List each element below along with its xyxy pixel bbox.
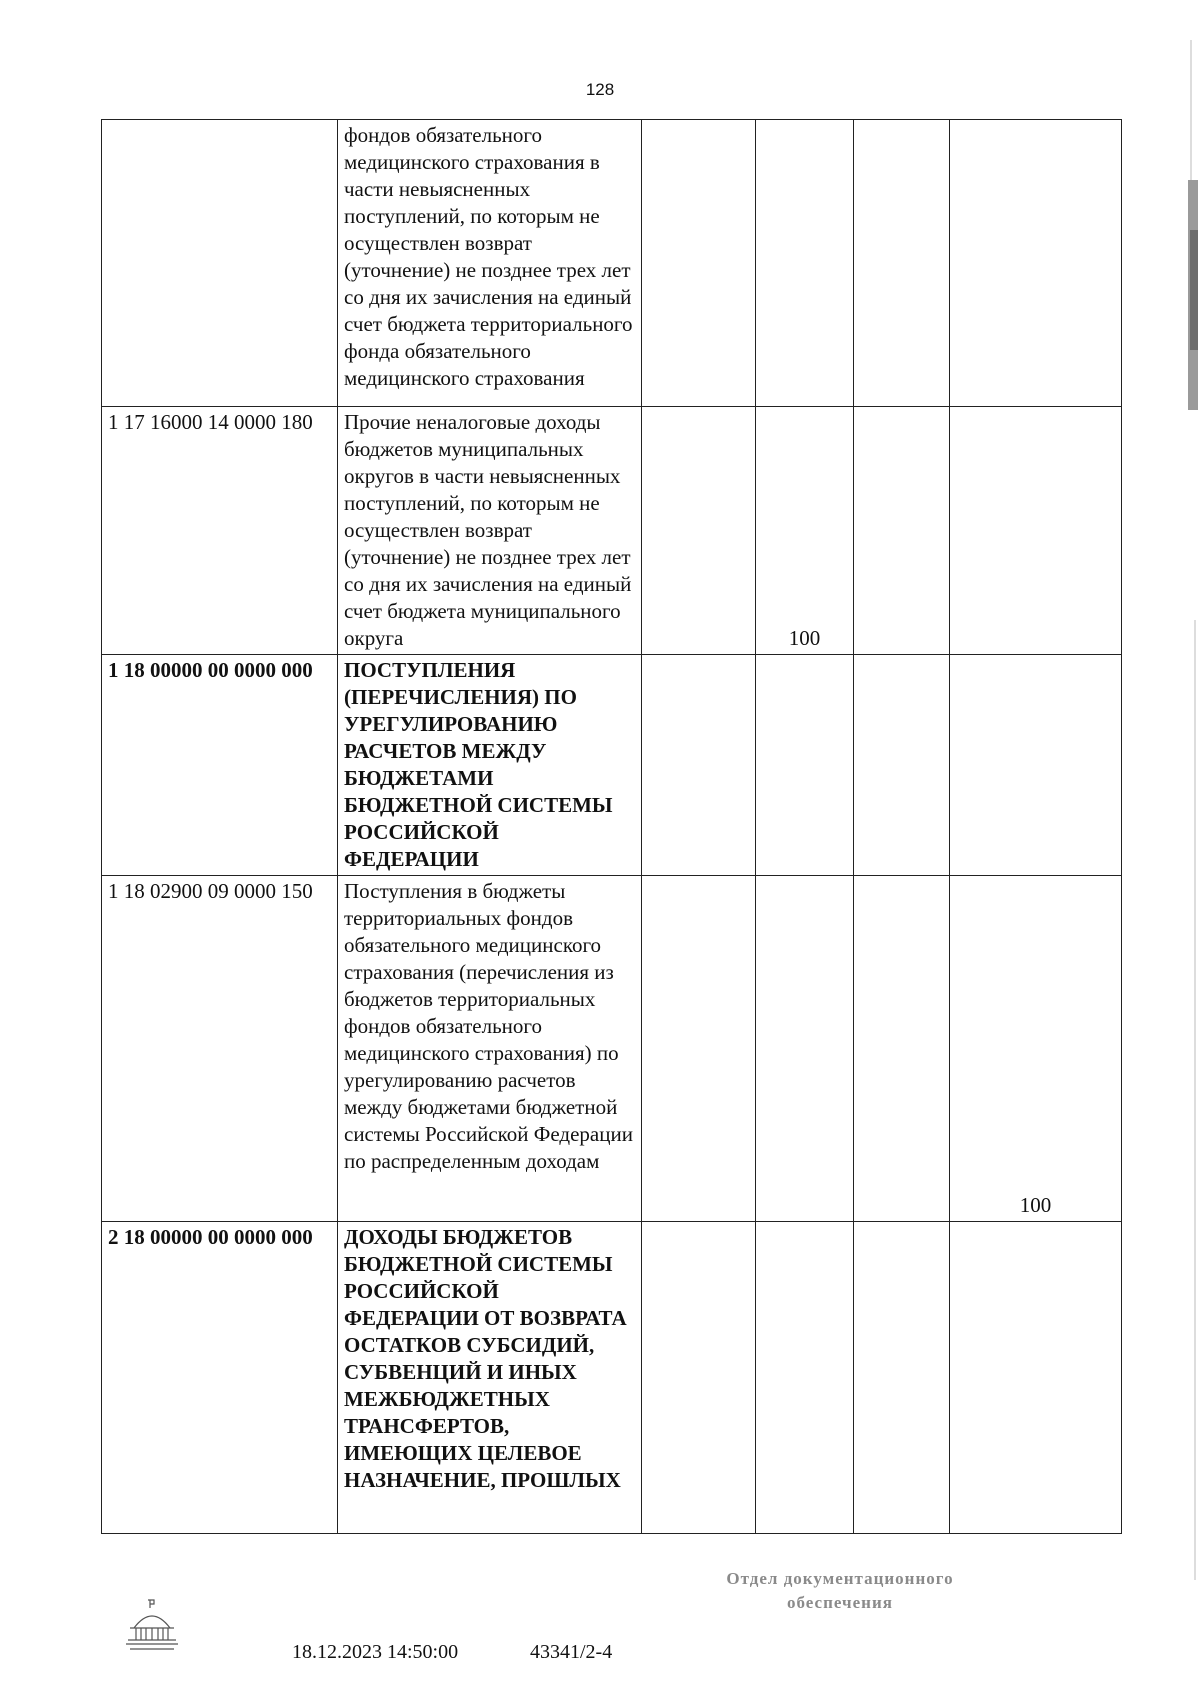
budget-revenue-table bbox=[101, 119, 1122, 1534]
table-row bbox=[102, 876, 1122, 1222]
duma-building-icon bbox=[122, 1594, 182, 1654]
name-cell: фондов обязательного медицинского страхования в части невыясненных поступлений, по которым не осуществлен возврат (уточнение) не позднее трех лет со дня их зачисления на единый счет бюджета территориального фонда обязательного медицинского страхования bbox=[338, 120, 642, 407]
code-cell bbox=[102, 120, 338, 407]
stamp-line-1: Отдел документационного bbox=[726, 1569, 954, 1588]
name-cell: ДОХОДЫ БЮДЖЕТОВ БЮДЖЕТНОЙ СИСТЕМЫ РОССИЙСКОЙ ФЕДЕРАЦИИ ОТ ВОЗВРАТА ОСТАТКОВ СУБСИДИЙ, СУБВЕНЦИЙ И ИНЫХ МЕЖБЮДЖЕТНЫХ ТРАНСФЕРТОВ, ИМЕЮЩИХ ЦЕЛЕВОЕ НАЗНАЧЕНИЕ, ПРОШЛЫХ bbox=[338, 1222, 642, 1534]
value-cell bbox=[854, 876, 950, 1222]
value-cell bbox=[854, 407, 950, 655]
page-number: 128 bbox=[585, 80, 615, 99]
value-cell bbox=[756, 1222, 854, 1534]
footer-datetime: 18.12.2023 14:50:00 bbox=[292, 1641, 459, 1663]
table-row bbox=[102, 407, 1122, 655]
name-cell: Прочие неналоговые доходы бюджетов муниципальных округов в части невыясненных поступлений, по которым не осуществлен возврат (уточнение) не позднее трех лет со дня их зачисления на единый счет бюджета муниципального округа bbox=[338, 407, 642, 655]
code-cell: 2 18 00000 00 0000 000 bbox=[102, 1222, 338, 1534]
stamp-line-2: обеспечения bbox=[787, 1593, 893, 1612]
table-row bbox=[102, 120, 1122, 407]
footer-doc-number: 43341/2-4 bbox=[530, 1641, 613, 1663]
name-cell: ПОСТУПЛЕНИЯ (ПЕРЕЧИСЛЕНИЯ) ПО УРЕГУЛИРОВАНИЮ РАСЧЕТОВ МЕЖДУ БЮДЖЕТАМИ БЮДЖЕТНОЙ СИСТЕМЫ РОССИЙСКОЙ ФЕДЕРАЦИИ bbox=[338, 655, 642, 876]
value-cell: 100 bbox=[756, 407, 854, 655]
table-row bbox=[102, 1222, 1122, 1534]
value-cell bbox=[950, 655, 1122, 876]
value-cell bbox=[950, 407, 1122, 655]
code-cell: 1 17 16000 14 0000 180 bbox=[102, 407, 338, 655]
value-cell bbox=[950, 120, 1122, 407]
value-cell bbox=[642, 655, 756, 876]
value-cell bbox=[756, 876, 854, 1222]
value-cell bbox=[642, 876, 756, 1222]
value-cell bbox=[642, 120, 756, 407]
department-stamp bbox=[700, 1567, 980, 1615]
value-cell bbox=[756, 120, 854, 407]
value-cell bbox=[950, 1222, 1122, 1534]
name-cell: Поступления в бюджеты территориальных фондов обязательного медицинского страхования (перечисления из бюджетов территориальных фондов обязательного медицинского страхования) по урегулированию расчетов между бюджетами бюджетной системы Российской Федерации по распределенным доходам bbox=[338, 876, 642, 1222]
table-row bbox=[102, 655, 1122, 876]
value-cell bbox=[854, 1222, 950, 1534]
scan-edge-marks bbox=[1182, 0, 1200, 1695]
value-cell bbox=[756, 655, 854, 876]
value-cell bbox=[854, 655, 950, 876]
code-cell: 1 18 02900 09 0000 150 bbox=[102, 876, 338, 1222]
code-cell: 1 18 00000 00 0000 000 bbox=[102, 655, 338, 876]
value-cell bbox=[642, 1222, 756, 1534]
value-cell: 100 bbox=[950, 876, 1122, 1222]
value-cell bbox=[642, 407, 756, 655]
value-cell bbox=[854, 120, 950, 407]
